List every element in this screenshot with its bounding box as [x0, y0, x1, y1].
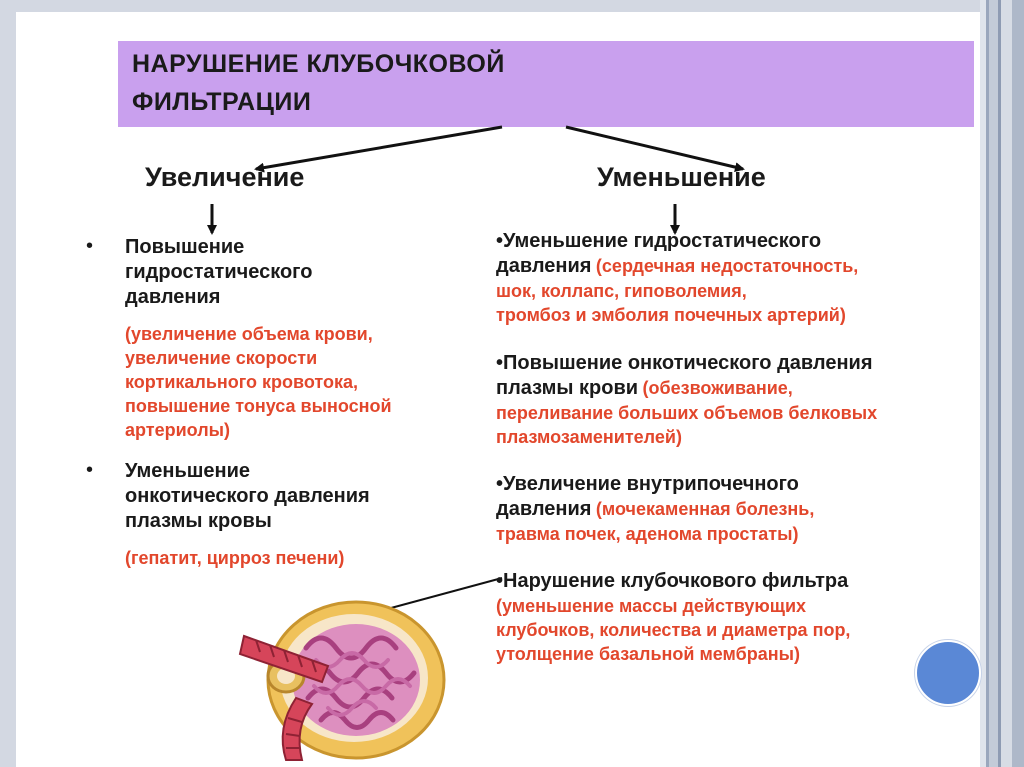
bullet-dot: • — [86, 459, 94, 481]
left-item-2-main: онкотического давления — [125, 485, 370, 507]
left-item-1-main: Повышение — [125, 236, 245, 258]
left-item-1-main: давления — [125, 286, 221, 308]
right-item-2-detail: плазмозаменителей) — [496, 427, 682, 447]
left-item-1-detail: (увеличение объема крови, — [125, 324, 373, 344]
right-item-1-detail: (сердечная недостаточность, — [595, 256, 859, 276]
heading-decrease: Уменьшение — [597, 162, 766, 192]
right-item-3-title: •Увеличение внутрипочечного — [496, 473, 799, 495]
right-item-3-main: давления — [496, 498, 592, 520]
right-item-2 — [496, 351, 877, 449]
left-item-2-main: плазмы кровы — [125, 510, 272, 532]
right-item-1-title: •Уменьшение гидростатического — [496, 230, 822, 252]
right-item-1 — [496, 229, 858, 327]
heading-increase: Увеличение — [145, 162, 305, 192]
title-line: НАРУШЕНИЕ КЛУБОЧКОВОЙ — [132, 50, 505, 78]
left-item-1-detail: кортикального кровотока, — [125, 372, 359, 392]
bullet-dot: • — [86, 235, 94, 257]
glomerulus-illustration — [236, 588, 452, 763]
right-item-2-detail: (обезвоживание, — [642, 378, 793, 398]
left-item-1-detail: артериолы) — [125, 420, 231, 440]
left-item-1-detail: повышение тонуса выносной — [125, 396, 392, 416]
right-item-1-main: давления — [496, 255, 592, 277]
right-item-2-detail: переливание больших объемов белковых — [496, 403, 878, 423]
right-item-4-title: •Нарушение клубочкового фильтра — [496, 570, 849, 592]
right-item-2-main: плазмы крови — [496, 377, 639, 399]
right-item-4 — [496, 569, 850, 666]
decorative-circle — [915, 640, 981, 706]
right-item-4-detail: клубочков, количества и диаметра пор, — [496, 620, 851, 640]
left-item-1 — [125, 235, 392, 442]
right-item-1-detail: тромбоз и эмболия почечных артерий) — [496, 305, 846, 325]
right-item-2-title: •Повышение онкотического давления — [496, 352, 873, 374]
right-item-4-detail: (уменьшение массы действующих — [496, 596, 807, 616]
left-item-2 — [125, 459, 370, 570]
left-item-1-main: гидростатического — [125, 261, 313, 283]
right-item-1-detail: шок, коллапс, гиповолемия, — [496, 281, 747, 301]
right-item-3-detail: травма почек, аденома простаты) — [496, 524, 799, 544]
right-item-4-detail: утолщение базальной мембраны) — [496, 644, 800, 664]
left-item-2-main: Уменьшение — [125, 460, 251, 482]
left-item-2-detail: (гепатит, цирроз печени) — [125, 548, 345, 568]
left-item-1-detail: увеличение скорости — [125, 348, 318, 368]
right-item-3-detail: (мочекаменная болезнь, — [595, 499, 815, 519]
right-item-3 — [496, 472, 814, 546]
title-line: ФИЛЬТРАЦИИ — [132, 88, 312, 116]
